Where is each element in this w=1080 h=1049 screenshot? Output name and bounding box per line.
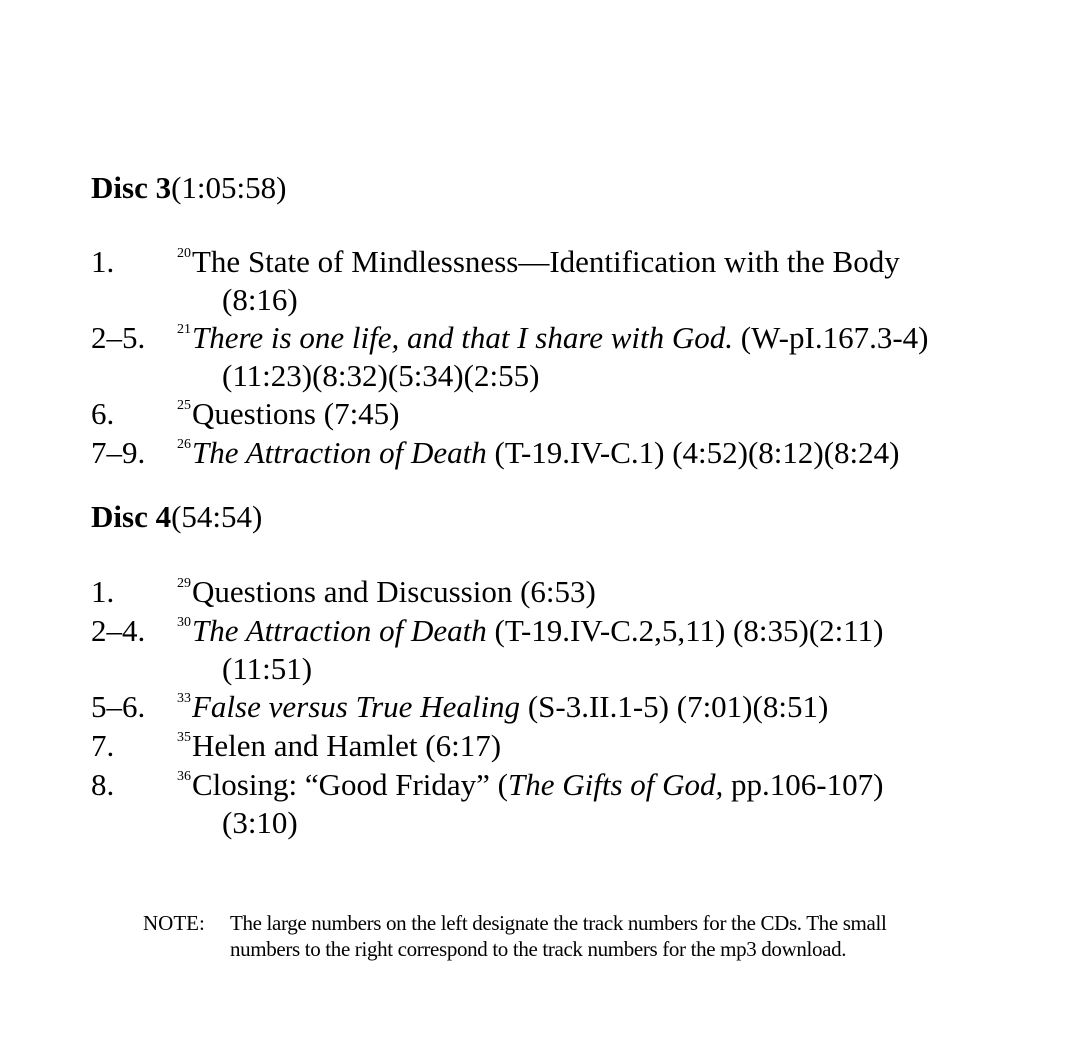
track-number: 7. — [91, 728, 115, 763]
track-number: 2–5. — [91, 320, 146, 355]
track-continuation: (11:23)(8:32)(5:34)(2:55) — [222, 358, 540, 393]
mp3-track-number: 25 — [177, 398, 191, 413]
track-title: The Attraction of Death — [192, 613, 487, 648]
mp3-track-number: 20 — [177, 246, 191, 261]
track-title: There is one life, and that I share with God. — [192, 320, 734, 355]
track-title: False versus True Healing — [192, 689, 521, 724]
track-number: 5–6. — [91, 689, 146, 724]
mp3-track-number: 21 — [177, 322, 191, 337]
mp3-track-number: 35 — [177, 730, 191, 745]
mp3-track-number: 33 — [177, 691, 191, 706]
track-title-suffix: pp.106-107) — [723, 767, 884, 802]
note-line-1: The large numbers on the left designate the track numbers for the CDs. The small — [230, 911, 887, 935]
mp3-track-number: 26 — [177, 437, 191, 452]
disc-4-duration: (54:54) — [171, 499, 263, 534]
track-reference: (T-19.IV-C.1) (4:52)(8:12)(8:24) — [486, 435, 900, 470]
note-line-2: numbers to the right correspond to the track numbers for the mp3 download. — [230, 937, 847, 961]
track-number: 2–4. — [91, 613, 146, 648]
track-title: Questions (7:45) — [192, 396, 400, 431]
note-label: NOTE: — [143, 911, 205, 935]
disc-3-duration: (1:05:58) — [171, 170, 287, 205]
track-number: 1. — [91, 244, 115, 279]
disc-4-label: Disc 4 — [91, 499, 172, 534]
mp3-track-number: 29 — [177, 576, 191, 591]
track-number: 8. — [91, 767, 115, 802]
track-number: 7–9. — [91, 435, 146, 470]
disc-4-heading — [91, 499, 262, 535]
track-continuation: (8:16) — [222, 282, 298, 317]
track-reference: (T-19.IV-C.2,5,11) (8:35)(2:11) — [486, 613, 884, 648]
track-title-source: The Gifts of God, — [508, 767, 724, 802]
track-continuation: (11:51) — [222, 651, 313, 686]
track-title-prefix: Closing: “Good Friday” ( — [192, 767, 508, 802]
track-number: 1. — [91, 574, 115, 609]
mp3-track-number: 30 — [177, 615, 191, 630]
track-title: The State of Mindlessness—Identification with the Body — [192, 244, 900, 279]
disc-3-heading — [91, 170, 286, 206]
track-continuation: (3:10) — [222, 805, 298, 840]
track-number: 6. — [91, 396, 115, 431]
track-title: Questions and Discussion (6:53) — [192, 574, 596, 609]
track-reference: (W-pI.167.3-4) — [733, 320, 929, 355]
note-text — [230, 910, 1010, 962]
mp3-track-number: 36 — [177, 769, 191, 784]
track-title: Helen and Hamlet (6:17) — [192, 728, 502, 763]
disc-3-label: Disc 3 — [91, 170, 172, 205]
track-title: The Attraction of Death — [192, 435, 487, 470]
track-reference: (S-3.II.1-5) (7:01)(8:51) — [520, 689, 829, 724]
